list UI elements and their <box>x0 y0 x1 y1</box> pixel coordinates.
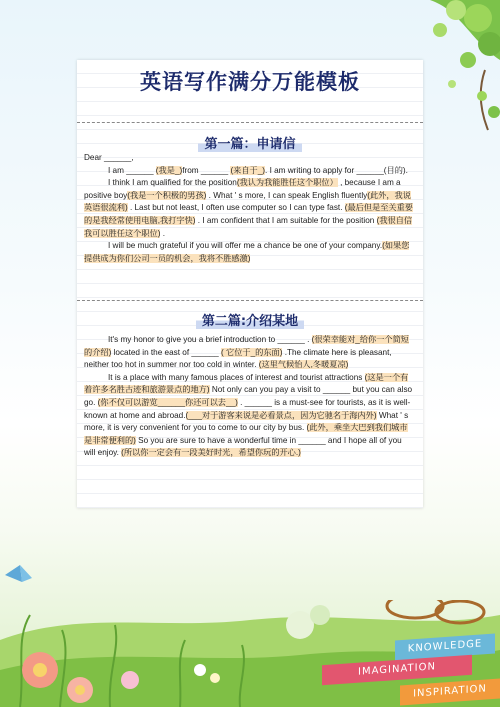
divider <box>77 122 423 123</box>
section-heading-introduce-place: 第二篇:介绍某地 <box>77 310 423 329</box>
book-knowledge: KNOWLEDGE <box>395 634 495 661</box>
paragraph: It is a place with many famous places of interest and tourist attractions (这是一个有着许多名胜古迹和旅游景点的地方) Not only can you pay a visit to ______ but you can also go. (你不仅可以游览______你还可以去__) . ______ is a must-see for tourists, as it is well-known at home and abroad.(___对于游客来说是必看景点，因为它驰名于海内外) What ' s more, it is very convenient for you to come to our city by bus. (此外，乘坐大巴到我们城市是非常便利的) So you are sure to have a wonderful time in ______ and I hope all of you will enjoy. (所以你一定会有一段美好时光，希望你玩的开心.) <box>84 372 413 458</box>
paragraph: I am ______ (我是_)from ______ (来自于_). I am writing to apply for ______(目的). <box>108 165 408 175</box>
glasses-icon <box>387 600 443 618</box>
highlight: (这里气候怡人,冬暖夏凉) <box>258 360 349 370</box>
highlight: ( 它位于_的东面) <box>221 347 283 357</box>
paragraph: It's my honor to give you a brief introduction to ______ . (很荣幸能对_给你一个简短的介绍) located in the east of ______ ( 它位于_的东面) .The climate here is pleasant, neither too hot in summer nor too cold in winter. (这里气候怡人,冬暖夏凉) <box>84 335 409 370</box>
highlight: (此外，乘坐大巴到我们城市是非常便利的) <box>84 423 408 445</box>
highlight: (我很自信我可以胜任这个职位) <box>84 215 413 238</box>
highlight: (来自于_) <box>230 165 266 175</box>
highlight: (如果您提供成为你们公司一员的机会，我将不胜感激) <box>84 241 410 263</box>
salutation: Dear ______, <box>84 153 134 162</box>
section-heading-application-letter: 第一篇：申请信 <box>77 133 423 152</box>
highlight: (我是_) <box>155 165 183 175</box>
highlight: (此外，我说英语很流利) <box>84 190 411 213</box>
highlight: (我认为我能胜任这个职位） <box>236 178 338 188</box>
highlight: (你不仅可以游览______你还可以去__) <box>97 397 238 407</box>
paragraph: I will be much grateful if you will offer me a chance be one of your company.(如果您提供成为你们公司一员的机会，我将不胜感激) <box>84 241 410 263</box>
book-imagination: IMAGINATION <box>322 655 472 685</box>
divider <box>77 300 423 301</box>
highlight: (我是一个积极的男孩) <box>127 190 207 200</box>
book-inspiration: INSPIRATION <box>400 679 500 706</box>
section-introduce-place-body <box>84 334 414 460</box>
document-title: 英语写作满分万能模板 <box>140 70 360 94</box>
highlight: (___对于游客来说是必看景点，因为它驰名于海内外) <box>185 410 377 420</box>
highlight: (这是一个有着许多名胜古迹和旅游景点的地方) <box>84 372 409 395</box>
section-application-letter-body <box>84 152 414 265</box>
paragraph: I think I am qualified for the position(我认为我能胜任这个职位） , because I am a positive boy(我是一个积极的男孩) . What ' s more, I can speak English fluently(此外，我说英语很流利) . Last but not least, I often use computer so I can type fast. (最后但是至关重要的是我经常使用电脑,我打字快) . I am confident that I am suitable for the position (我很自信我可以胜任这个职位) . <box>84 178 413 238</box>
highlight: (所以你一定会有一段美好时光，希望你玩的开心.) <box>121 448 301 458</box>
document-page <box>77 60 423 508</box>
highlight: (很荣幸能对_给你一个简短的介绍) <box>84 335 409 357</box>
highlight: (最后但是至关重要的是我经常使用电脑,我打字快) <box>84 203 413 225</box>
